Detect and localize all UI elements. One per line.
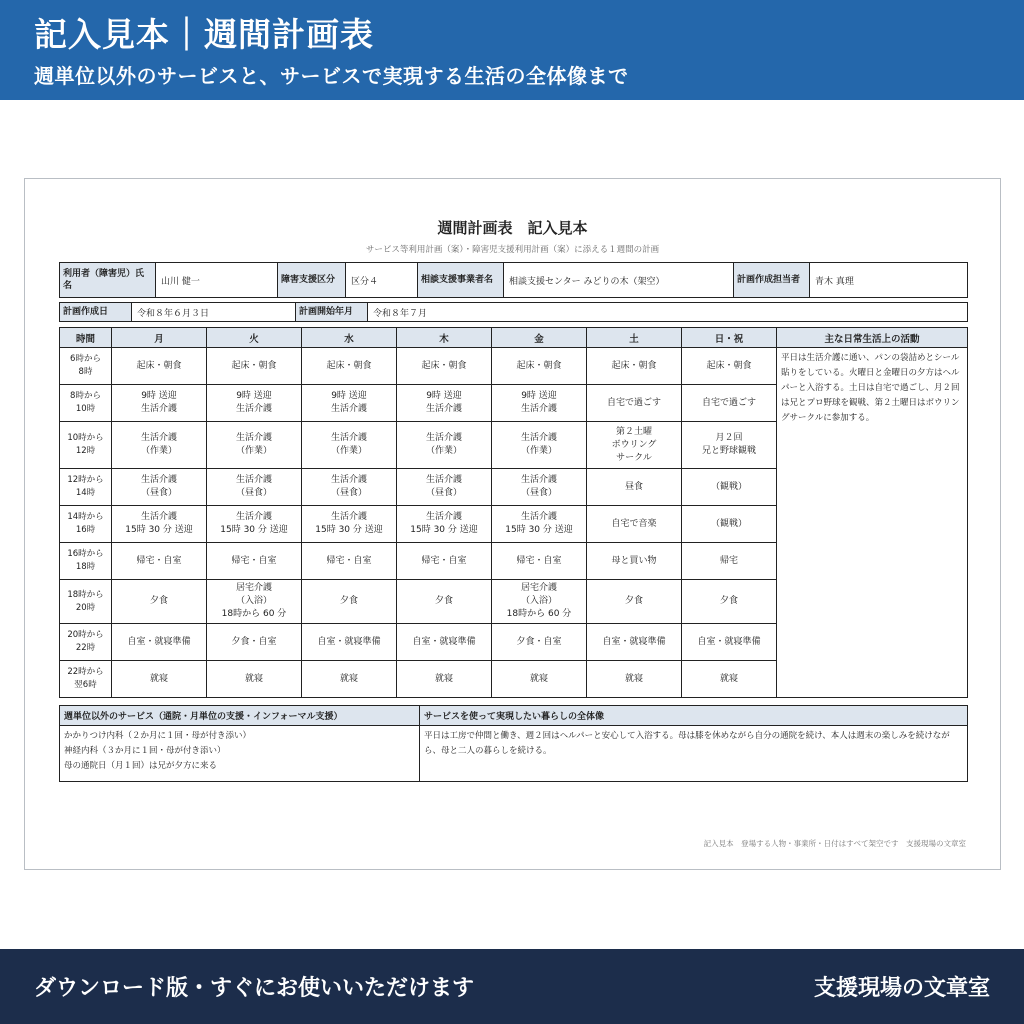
schedule-cell: 自室・就寝準備 xyxy=(112,624,207,661)
schedule-cell: 月２回 兄と野球観戦 xyxy=(682,422,777,469)
schedule-cell: 自宅で過ごす xyxy=(587,385,682,422)
other-services-label: 週単位以外のサービス（通院・月単位の支援・インフォーマル支援） xyxy=(60,706,420,726)
schedule-cell: 居宅介護 （入浴） 18時から 60 分 xyxy=(207,580,302,624)
schedule-header-cell: 時間 xyxy=(60,328,112,348)
schedule-cell: 生活介護 （作業） xyxy=(112,422,207,469)
support-category-label: 障害支援区分 xyxy=(278,263,346,298)
schedule-cell: 生活介護 15時 30 分 送迎 xyxy=(397,506,492,543)
schedule-cell: 生活介護 （昼食） xyxy=(302,469,397,506)
schedule-cell: 帰宅・自室 xyxy=(302,543,397,580)
time-slot-cell: 20時から 22時 xyxy=(60,624,112,661)
other-services-text: かかりつけ内科（２か月に１回・母が付き添い） 神経内科（３か月に１回・母が付き添い） 母の通院日（月１回）は兄が夕方に来る xyxy=(60,726,420,782)
schedule-cell: 9時 送迎 生活介護 xyxy=(112,385,207,422)
footer-left-text: ダウンロード版・すぐにお使いいただけます xyxy=(34,976,475,1001)
schedule-header-cell: 木 xyxy=(397,328,492,348)
schedule-cell: 起床・朝食 xyxy=(397,348,492,385)
daily-activities-notes: 平日は生活介護に通い、パンの袋詰めとシール貼りをしている。火曜日と金曜日の夕方はヘルパーと入浴する。土日は自宅で過ごし、月２回は兄とプロ野球を観戦、第２土曜日はボウリングサークルに参加する。 xyxy=(777,348,968,698)
schedule-cell: 自室・就寝準備 xyxy=(682,624,777,661)
document-subtitle: サービス等利用計画（案）・障害児支援利用計画（案）に添える１週間の計画 xyxy=(365,245,660,255)
support-category-value: 区分４ xyxy=(346,263,418,298)
schedule-cell: 自室・就寝準備 xyxy=(587,624,682,661)
schedule-body xyxy=(60,348,968,698)
footnote: 記入見本 登場する人物・事業所・日付はすべて架空です 支援現場の文章室 xyxy=(703,839,966,848)
schedule-cell: 就寝 xyxy=(302,661,397,698)
start-month-label: 計画開始年月 xyxy=(296,303,368,322)
time-slot-cell: 16時から 18時 xyxy=(60,543,112,580)
life-vision-text: 平日は工房で仲間と働き、週２回はヘルパーと安心して入浴する。母は膝を休めながら自分の通院を続け、本人は週末の楽しみを続けながら、母と二人の暮らしを続ける。 xyxy=(420,726,968,782)
time-slot-cell: 22時から 翌6時 xyxy=(60,661,112,698)
schedule-header-cell: 金 xyxy=(492,328,587,348)
time-slot-cell: 12時から 14時 xyxy=(60,469,112,506)
schedule-cell: 夕食 xyxy=(302,580,397,624)
schedule-cell: 帰宅・自室 xyxy=(492,543,587,580)
schedule-cell: 居宅介護 （入浴） 18時から 60 分 xyxy=(492,580,587,624)
life-vision-label: サービスを使って実現したい暮らしの全体像 xyxy=(420,706,968,726)
schedule-cell: 第２土曜 ボウリング サークル xyxy=(587,422,682,469)
schedule-cell: 就寝 xyxy=(207,661,302,698)
schedule-header-cell: 日・祝 xyxy=(682,328,777,348)
schedule-cell: 生活介護 （昼食） xyxy=(207,469,302,506)
info-table-dates xyxy=(59,302,968,322)
schedule-cell: 夕食・自室 xyxy=(207,624,302,661)
schedule-cell: 生活介護 15時 30 分 送迎 xyxy=(112,506,207,543)
schedule-cell: 母と買い物 xyxy=(587,543,682,580)
schedule-cell: 夕食 xyxy=(397,580,492,624)
schedule-cell: 就寝 xyxy=(682,661,777,698)
header-title: 記入見本｜週間計画表 xyxy=(34,15,374,54)
schedule-header-cell: 土 xyxy=(587,328,682,348)
schedule-cell: 起床・朝食 xyxy=(207,348,302,385)
schedule-cell: 帰宅・自室 xyxy=(207,543,302,580)
info-table-primary xyxy=(59,262,968,298)
schedule-cell: 夕食 xyxy=(112,580,207,624)
time-slot-cell: 10時から 12時 xyxy=(60,422,112,469)
start-month-value: 令和８年７月 xyxy=(368,303,968,322)
schedule-cell: 帰宅・自室 xyxy=(397,543,492,580)
header-banner xyxy=(0,0,1024,100)
schedule-cell: 生活介護 （昼食） xyxy=(492,469,587,506)
schedule-cell: 就寝 xyxy=(492,661,587,698)
footer-brand: 支援現場の文章室 xyxy=(813,976,990,1001)
schedule-cell: 就寝 xyxy=(587,661,682,698)
schedule-cell: 生活介護 （作業） xyxy=(397,422,492,469)
user-name-label: 利用者（障害児）氏名 xyxy=(60,263,156,298)
schedule-cell: 生活介護 （作業） xyxy=(302,422,397,469)
schedule-cell: 自宅で過ごす xyxy=(682,385,777,422)
schedule-cell: 自室・就寝準備 xyxy=(397,624,492,661)
schedule-header-cell: 主な日常生活上の活動 xyxy=(777,328,968,348)
schedule-cell: 生活介護 （作業） xyxy=(492,422,587,469)
time-slot-cell: 18時から 20時 xyxy=(60,580,112,624)
schedule-cell: 起床・朝食 xyxy=(112,348,207,385)
office-name-value: 相談支援センター みどりの木（架空） xyxy=(504,263,734,298)
document-title: 週間計画表 記入見本 xyxy=(437,219,588,237)
schedule-cell: 就寝 xyxy=(112,661,207,698)
schedule-cell: 就寝 xyxy=(397,661,492,698)
schedule-cell: 帰宅・自室 xyxy=(112,543,207,580)
schedule-cell: 夕食・自室 xyxy=(492,624,587,661)
time-slot-cell: 14時から 16時 xyxy=(60,506,112,543)
time-slot-cell: 6時から 8時 xyxy=(60,348,112,385)
time-slot-cell: 8時から 10時 xyxy=(60,385,112,422)
schedule-header-row xyxy=(60,328,968,348)
schedule-cell: （観戦） xyxy=(682,469,777,506)
schedule-cell: 生活介護 15時 30 分 送迎 xyxy=(302,506,397,543)
office-name-label: 相談支援事業者名 xyxy=(418,263,504,298)
schedule-cell: （観戦） xyxy=(682,506,777,543)
schedule-cell: 起床・朝食 xyxy=(302,348,397,385)
schedule-cell: 9時 送迎 生活介護 xyxy=(397,385,492,422)
header-subtitle: 週単位以外のサービスと、サービスで実現する生活の全体像まで xyxy=(34,64,629,88)
bottom-table xyxy=(59,705,968,782)
schedule-cell: 起床・朝食 xyxy=(492,348,587,385)
created-date-label: 計画作成日 xyxy=(60,303,132,322)
author-label: 計画作成担当者 xyxy=(734,263,810,298)
document-sheet xyxy=(24,178,1001,870)
schedule-header-cell: 水 xyxy=(302,328,397,348)
created-date-value: 令和８年６月３日 xyxy=(132,303,296,322)
schedule-header-cell: 火 xyxy=(207,328,302,348)
schedule-row xyxy=(60,348,968,385)
schedule-cell: 起床・朝食 xyxy=(682,348,777,385)
schedule-cell: 自室・就寝準備 xyxy=(302,624,397,661)
schedule-header-cell: 月 xyxy=(112,328,207,348)
user-name-value: 山川 健一 xyxy=(156,263,278,298)
schedule-cell: 生活介護 （昼食） xyxy=(397,469,492,506)
schedule-cell: 夕食 xyxy=(587,580,682,624)
weekly-schedule-table xyxy=(59,327,968,698)
schedule-cell: 生活介護 15時 30 分 送迎 xyxy=(207,506,302,543)
schedule-cell: 生活介護 （作業） xyxy=(207,422,302,469)
schedule-cell: 9時 送迎 生活介護 xyxy=(302,385,397,422)
author-value: 青木 真理 xyxy=(810,263,968,298)
schedule-cell: 9時 送迎 生活介護 xyxy=(492,385,587,422)
schedule-cell: 生活介護 15時 30 分 送迎 xyxy=(492,506,587,543)
schedule-cell: 9時 送迎 生活介護 xyxy=(207,385,302,422)
schedule-cell: 昼食 xyxy=(587,469,682,506)
schedule-cell: 夕食 xyxy=(682,580,777,624)
schedule-cell: 生活介護 （昼食） xyxy=(112,469,207,506)
footer-banner xyxy=(0,949,1024,1024)
schedule-cell: 帰宅 xyxy=(682,543,777,580)
schedule-cell: 自宅で音楽 xyxy=(587,506,682,543)
schedule-cell: 起床・朝食 xyxy=(587,348,682,385)
